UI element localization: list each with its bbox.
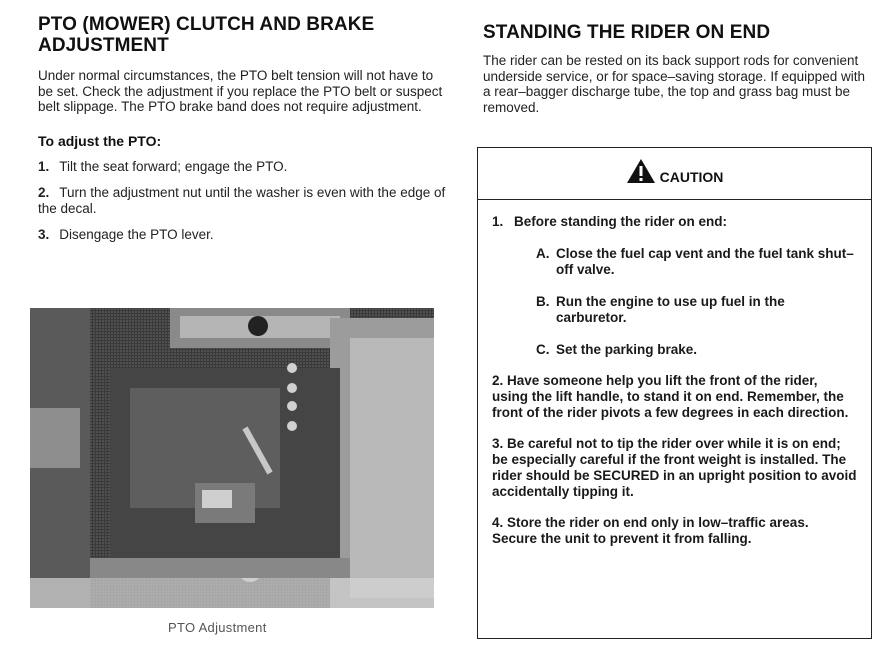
caution-label: CAUTION: [659, 168, 724, 185]
pto-step-1: 1. Tilt the seat forward; engage the PTO.: [38, 158, 288, 174]
left-column: [38, 14, 448, 243]
warning-triangle-icon: [626, 158, 656, 189]
caution-para-3: 3. Be careful not to tip the rider over while it is on end; be especially careful if the front weight is installed. The rider should be SECURED in an upright position to avoid accidentally tipping it.: [492, 436, 857, 499]
caution-sub-b: B. Run the engine to use up fuel in the carburetor.: [536, 294, 785, 325]
pto-section-title: PTO (MOWER) CLUTCH AND BRAKE ADJUSTMENT: [38, 14, 375, 56]
caution-para-4: 4. Store the rider on end only in low–traffic areas. Secure the unit to prevent it from falling.: [492, 515, 809, 546]
standing-section-title: STANDING THE RIDER ON END: [483, 22, 771, 43]
caution-sub-a: A. Close the fuel cap vent and the fuel tank shut–off valve.: [536, 246, 854, 277]
photo-caption: PTO Adjustment: [168, 620, 267, 635]
right-column: [483, 22, 868, 115]
caution-header: [478, 148, 871, 200]
caution-para-2: 2. Have someone help you lift the front of the rider, using the lift handle, to stand it on end. Remember, the front of the rider pivots a few degrees in each direction.: [492, 373, 849, 420]
caution-sub-c: C. Set the parking brake.: [536, 342, 698, 357]
pto-subhead: To adjust the PTO:: [38, 132, 162, 149]
pto-step-3: 3. Disengage the PTO lever.: [38, 226, 214, 242]
standing-intro: The rider can be rested on its back support rods for convenient underside service, or for space–saving storage. If equipped with a rear–bagger discharge tube, the top and grass bag must be removed.: [483, 53, 865, 115]
caution-body: [478, 200, 871, 547]
pto-step-2: 2. Turn the adjustment nut until the washer is even with the edge of the decal.: [38, 184, 446, 216]
caution-item-1: 1. Before standing the rider on end:: [492, 214, 728, 229]
pto-intro: Under normal circumstances, the PTO belt tension will not have to be set. Check the adjustment if you replace the PTO belt or suspect belt slippage. The PTO brake band does not require adjustment.: [38, 68, 443, 114]
pto-adjustment-photo: [30, 308, 434, 608]
caution-box: [477, 147, 872, 639]
